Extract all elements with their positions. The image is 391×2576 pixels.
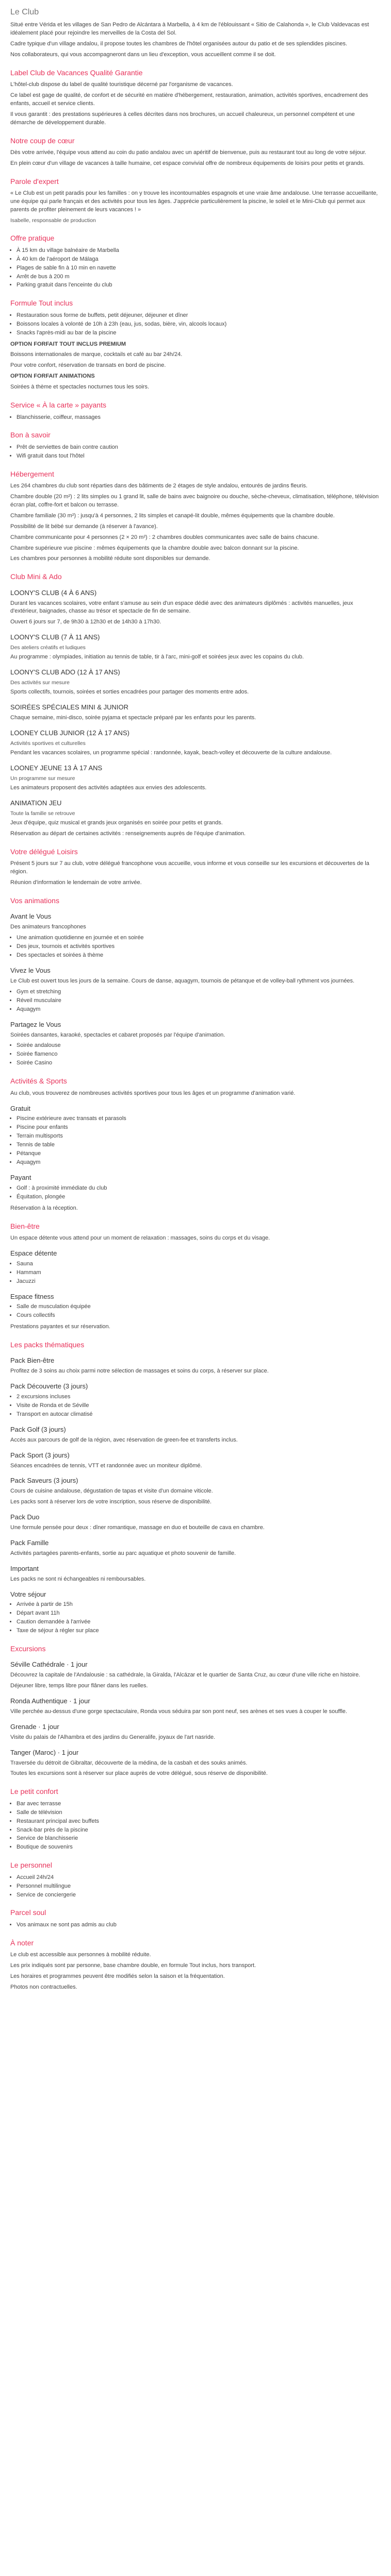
excursion-note: Toutes les excursions sont à réserver sur place auprès de votre délégué, sous réserve de disponibilité. (10, 1770, 268, 1777)
section-title-animaux: Parcel soul (10, 1908, 46, 1917)
club-block-subtitle: Des activités sur mesure (10, 680, 70, 686)
section-title-packs: Les packs thématiques (10, 1341, 85, 1349)
list-item: • Plages de sable fin à 10 min en navette (17, 264, 381, 273)
services-list (10, 414, 381, 422)
personnel-list (10, 1874, 381, 1900)
tout-inclus-list (10, 312, 381, 337)
intro-text: Nos collaborateurs, qui vous accompagneront dans un lieu d'exception, vous accueillent comme il se doit. (10, 52, 276, 58)
club-block-text: Sports collectifs, tournois, soirées et sorties encadrées pour partager des moments entre ados. (10, 689, 249, 696)
list-item: • Salle de télévision (17, 1809, 381, 1817)
label-text: Il vous garantit : des prestations supérieures à celles décrites dans nos brochures, un accueil chaleureux, un personnel compétent et une démarche de développement durable. (10, 111, 355, 126)
club-block-text: Chaque semaine, mini-disco, soirée pyjama et spectacle préparé par les enfants pour les parents. (10, 715, 256, 721)
pack-title: Pack Duo (10, 1513, 40, 1521)
animations-subtitle: Partagez le Vous (10, 1020, 61, 1028)
list-item: • Wifi gratuit dans tout l'hôtel (17, 452, 381, 461)
list-item: • Sauna (17, 1260, 381, 1268)
pack-title: Important (10, 1564, 39, 1572)
list-item: • Vos animaux ne sont pas admis au club (17, 1921, 381, 1929)
pack-title: Pack Saveurs (3 jours) (10, 1477, 78, 1485)
excursion-title: Ronda Authentique · 1 jour (10, 1697, 90, 1705)
animations-subtitle: Avant le Vous (10, 912, 52, 921)
hebergement-text: Chambre familiale (30 m²) : jusqu'à 4 personnes, 2 lits simples et canapé-lit double, mêmes équipements que la chambre double. (10, 512, 335, 519)
animations-list (10, 988, 381, 1014)
club-block-text: Les animateurs proposent des activités adaptées aux envies des adolescents. (10, 785, 207, 791)
list-item: • Prêt de serviettes de bain contre caution (17, 444, 381, 452)
pack-text: Accès aux parcours de golf de la région, avec réservation de green-fee et transferts inclus. (10, 1436, 238, 1443)
section-title-excursions: Excursions (10, 1645, 46, 1653)
a-noter-text: Les prix indiqués sont par personne, base chambre double, en formule Tout inclus, hors transport. (10, 1962, 256, 1969)
list-item: • Équitation, plongée (17, 1193, 381, 1201)
animations-text: Le Club est ouvert tous les jours de la semaine. Cours de danse, aquagym, tournois de pétanque et de volley-ball rythment vos journées. (10, 977, 355, 984)
list-item: • Piscine extérieure avec transats et parasols (17, 1115, 381, 1123)
hebergement-text: Chambre double (20 m²) : 2 lits simples ou 1 grand lit, salle de bains avec baignoire ou douche, sèche-cheveux, climatisation, téléphone, télévision écran plat, coffre-fort et balcon ou terrasse. (10, 493, 379, 508)
a-noter-text: Les horaires et programmes peuvent être modifiés selon la saison et la fréquentation. (10, 1973, 225, 1979)
section-title-a-noter: À noter (10, 1938, 34, 1947)
list-item: • Boissons locales à volonté de 10h à 23h (eau, jus, sodas, bière, vin, alcools locaux) (17, 320, 381, 329)
club-block-text: Pendant les vacances scolaires, un programme spécial : randonnée, kayak, beach-volley et découverte de la culture andalouse. (10, 750, 332, 756)
list-item: • Boutique de souvenirs (17, 1843, 381, 1852)
section-title-personnel: Le personnel (10, 1861, 52, 1870)
animations-text: Des animateurs francophones (10, 924, 86, 930)
list-item: • Des spectacles et soirées à thème (17, 952, 381, 960)
section-title-delegue: Votre délégué Loisirs (10, 848, 78, 856)
club-block-subtitle: Activités sportives et culturelles (10, 740, 86, 747)
animations-list (10, 934, 381, 960)
section-title-label: Label Club de Vacances Qualité Garantie (10, 68, 143, 77)
section-title-confort: Le petit confort (10, 1787, 58, 1796)
section-title-bien-etre: Bien-être (10, 1222, 40, 1230)
pack-text: Les packs ne sont ni échangeables ni remboursables. (10, 1575, 146, 1582)
list-item: • Hammam (17, 1269, 381, 1277)
bon-a-savoir-list (10, 444, 381, 461)
pack-list (10, 1393, 381, 1419)
hebergement-text: Possibilité de lit bébé sur demande (à réserver à l'avance). (10, 523, 158, 530)
list-item: • Service de blanchisserie (17, 1835, 381, 1843)
list-item: • Restauration sous forme de buffets, petit déjeuner, déjeuner et dîner (17, 312, 381, 320)
list-item: • Caution demandée à l'arrivée (17, 1618, 381, 1626)
list-item: • Piscine pour enfants (17, 1124, 381, 1132)
pack-title: Pack Bien-être (10, 1357, 55, 1365)
a-noter-text: Le club est accessible aux personnes à mobilité réduite. (10, 1951, 151, 1958)
club-block-title: LOONY'S CLUB (7 À 11 ANS) (10, 633, 100, 641)
excursion-text: Ville perchée au-dessus d'une gorge spectaculaire, Ronda vous séduira par son pont neuf, ses arènes et ses vues à couper le souffle. (10, 1708, 347, 1715)
club-block-text: Jeux d'équipe, quiz musical et grands jeux organisés en soirée pour petits et grands. (10, 820, 223, 826)
list-item: • Snack-bar près de la piscine (17, 1826, 381, 1835)
club-block-title: SOIRÉES SPÉCIALES MINI & JUNIOR (10, 703, 128, 711)
list-item: • Visite de Ronda et de Séville (17, 1402, 381, 1410)
pack-title: Pack Découverte (3 jours) (10, 1382, 88, 1391)
club-block-subtitle: Un programme sur mesure (10, 775, 75, 782)
sejour-list (10, 1601, 381, 1635)
bien-etre-note: Prestations payantes et sur réservation. (10, 1324, 110, 1330)
coup-de-coeur-text: Dès votre arrivée, l'équipe vous attend au coin du patio andalou avec un apéritif de bienvenue, puis au restaurant tout au long de votre séjour. (10, 149, 367, 156)
animations-list (10, 1042, 381, 1067)
bien-etre-subtitle: Espace fitness (10, 1292, 54, 1300)
list-item: • Service de conciergerie (17, 1891, 381, 1900)
club-block-text: Ouvert 6 jours sur 7, de 9h30 à 12h30 et de 14h30 à 17h30. (10, 619, 161, 625)
club-block-title: LOONEY CLUB JUNIOR (12 À 17 ANS) (10, 729, 129, 737)
bien-etre-text: Un espace détente vous attend pour un moment de relaxation : massages, soins du corps et du visage. (10, 1234, 270, 1241)
list-item: • Une animation quotidienne en journée et en soirée (17, 934, 381, 942)
club-block-subtitle: Des ateliers créatifs et ludiques (10, 645, 86, 651)
section-title-animations: Vos animations (10, 896, 59, 905)
coup-de-coeur-text: En plein cœur d'un village de vacances à taille humaine, cet espace convivial offre de nombreux équipements de loisirs pour petits et grands. (10, 160, 365, 167)
activites-list (10, 1115, 381, 1167)
parole-quote: « Le Club est un petit paradis pour les familles : on y trouve les incontournables espagnols et une vraie âme andalouse. Une terrasse accueillante, une équipe qui parle français et des activités pour tous les âges. J'apprécie particulièrement la piscine, le soleil et le Mini-Club qui permet aux parents de profiter pleinement de leurs vacances ! » (10, 190, 378, 213)
section-title-tout-inclus: Formule Tout inclus (10, 299, 73, 308)
list-item: • Bar avec terrasse (17, 1800, 381, 1808)
list-item: • Restaurant principal avec buffets (17, 1818, 381, 1826)
pack-text: Profitez de 3 soins au choix parmi notre sélection de massages et soins du corps, à réserver sur place. (10, 1368, 269, 1375)
list-item: • Aquagym (17, 1159, 381, 1167)
list-item: • Tennis de table (17, 1141, 381, 1149)
a-noter-text: Photos non contractuelles. (10, 1984, 77, 1990)
pack-title: Pack Golf (3 jours) (10, 1425, 66, 1433)
pack-title: Pack Sport (3 jours) (10, 1451, 70, 1459)
section-title-hebergement: Hébergement (10, 469, 54, 478)
club-block-text: Au programme : olympiades, initiation au tennis de table, tir à l'arc, mini-golf et soirées jeux avec les copains du club. (10, 654, 304, 660)
section-title-coup-de-coeur: Notre coup de cœur (10, 136, 75, 145)
hebergement-text: Les chambres pour personnes à mobilité réduite sont disponibles sur demande. (10, 555, 210, 562)
list-item: • Accueil 24h/24 (17, 1874, 381, 1882)
pack-text: Cours de cuisine andalouse, dégustation de tapas et visite d'un domaine viticole. (10, 1488, 213, 1495)
list-item: • Arrivée à partir de 15h (17, 1601, 381, 1609)
list-item: • Cours collectifs (17, 1312, 381, 1320)
label-text: Ce label est gage de qualité, de confort et de sécurité en matière d'hébergement, restauration, animation, activités sportives, encadrement des enfants, accueil et service clients. (10, 92, 368, 107)
club-block-title: LOONY'S CLUB (4 À 6 ANS) (10, 588, 97, 597)
parole-author: Isabelle, responsable de production (10, 217, 96, 224)
option-text: Boissons internationales de marque, cocktails et café au bar 24h/24. (10, 351, 183, 358)
list-item: • À 15 km du village balnéaire de Marbella (17, 247, 381, 255)
section-title-bon-a-savoir: Bon à savoir (10, 431, 51, 439)
list-item: • Transport en autocar climatisé (17, 1411, 381, 1419)
club-block-subtitle: Toute la famille se retrouve (10, 810, 75, 817)
club-block-title: LOONY'S CLUB ADO (12 À 17 ANS) (10, 668, 120, 676)
club-block-title: ANIMATION JEU (10, 799, 62, 807)
section-title-club: Le Club (10, 8, 39, 16)
list-item: • Soirée flamenco (17, 1050, 381, 1059)
list-item: • Réveil musculaire (17, 997, 381, 1005)
list-item: • Départ avant 11h (17, 1609, 381, 1618)
confort-list (10, 1800, 381, 1852)
option-title: OPTION FORFAIT TOUT INCLUS PREMIUM (10, 341, 126, 347)
excursion-title: Tanger (Maroc) · 1 jour (10, 1748, 79, 1756)
list-item: • Personnel multilingue (17, 1883, 381, 1891)
section-title-services: Service « À la carte » payants (10, 401, 106, 410)
excursion-text: Visite du palais de l'Alhambra et des jardins du Generalife, joyaux de l'art nasride. (10, 1734, 216, 1740)
list-item: • Golf : à proximité immédiate du club (17, 1184, 381, 1193)
animations-subtitle: Vivez le Vous (10, 967, 51, 975)
list-item: • Blanchisserie, coiffeur, massages (17, 414, 381, 422)
list-item: • 2 excursions incluses (17, 1393, 381, 1401)
label-text: L'hôtel-club dispose du label de qualité touristique décerné par l'organisme de vacances. (10, 81, 233, 88)
activites-text: Au club, vous trouverez de nombreuses activités sportives pour tous les âges et un programme d'animation varié. (10, 1090, 296, 1096)
section-title-activites: Activités & Sports (10, 1077, 67, 1086)
intro-text: Cadre typique d'un village andalou, il propose toutes les chambres de l'hôtel organisées autour du patio et de ses splendides piscines. (10, 41, 348, 47)
excursion-text: Découvrez la capitale de l'Andalousie : sa cathédrale, la Giralda, l'Alcázar et le quartier de Santa Cruz, au cœur d'une ville riche en histoire. (10, 1672, 361, 1679)
delegue-text: Présent 5 jours sur 7 au club, votre délégué francophone vous accueille, vous informe et vous conseille sur les excursions et découvertes de la région. (10, 860, 369, 875)
list-item: • Arrêt de bus à 200 m (17, 273, 381, 281)
option-text: Pour votre confort, réservation de transats en bord de piscine. (10, 362, 166, 369)
activites-subtitle: Payant (10, 1173, 31, 1181)
bien-etre-list (10, 1303, 381, 1320)
list-item: • Snacks l'après-midi au bar de la piscine (17, 329, 381, 337)
list-item: • Terrain multisports (17, 1132, 381, 1141)
animaux-list (10, 1921, 381, 1929)
list-item: • Parking gratuit dans l'enceinte du club (17, 281, 381, 290)
hebergement-text: Chambre communicante pour 4 personnes (2 × 20 m²) : 2 chambres doubles communicantes avec salle de bains chacune. (10, 534, 319, 540)
list-item: • Jacuzzi (17, 1278, 381, 1286)
pack-text: Une formule pensée pour deux : dîner romantique, massage en duo et bouteille de cava en chambre. (10, 1524, 265, 1531)
pack-note: Les packs sont à réserver lors de votre inscription, sous réserve de disponibilité. (10, 1499, 212, 1505)
club-block-title: LOONEY JEUNE 13 À 17 ANS (10, 764, 103, 772)
pack-title: Pack Famille (10, 1538, 49, 1547)
activites-subtitle: Gratuit (10, 1104, 31, 1112)
club-block-text: Durant les vacances scolaires, votre enfant s'amuse au sein d'un espace dédié avec des animateurs diplômés : activités manuelles, jeux d'extérieur, baignades, chasse au trésor et spectacle de fin de semaine. (10, 600, 353, 615)
excursion-text: Déjeuner libre, temps libre pour flâner dans les ruelles. (10, 1683, 148, 1689)
section-title-offre: Offre pratique (10, 234, 55, 243)
list-item: • Pétanque (17, 1150, 381, 1158)
list-item: • Aquagym (17, 1006, 381, 1014)
animations-text: Soirées dansantes, karaoké, spectacles et cabaret proposés par l'équipe d'animation. (10, 1031, 225, 1038)
section-title-club-mini: Club Mini & Ado (10, 572, 62, 581)
section-title-parole: Parole d'expert (10, 177, 59, 186)
bien-etre-list (10, 1260, 381, 1286)
hebergement-text: Chambre supérieure vue piscine : mêmes équipements que la chambre double avec balcon donnant sur la piscine. (10, 545, 299, 551)
excursion-title: Séville Cathédrale · 1 jour (10, 1660, 88, 1669)
list-item: • Soirée andalouse (17, 1042, 381, 1050)
list-item: • Des jeux, tournois et activités sportives (17, 943, 381, 951)
pack-text: Séances encadrées de tennis, VTT et randonnée avec un moniteur diplômé. (10, 1462, 202, 1469)
excursion-title: Grenade · 1 jour (10, 1722, 59, 1731)
offre-list (10, 247, 381, 290)
activites-note: Réservation à la réception. (10, 1205, 78, 1211)
intro-text: Situé entre Vérida et les villages de San Pedro de Alcántara à Marbella, à 4 km de l'éblouissant « Sitio de Calahonda », le Club Valdevacas est idéalement placé pour rejoindre les merveilles de la Costa del Sol. (10, 22, 369, 37)
list-item: • Salle de musculation équipée (17, 1303, 381, 1311)
bien-etre-subtitle: Espace détente (10, 1249, 57, 1257)
list-item: • Taxe de séjour à régler sur place (17, 1627, 381, 1635)
excursion-text: Traversée du détroit de Gibraltar, découverte de la médina, de la casbah et des souks animés. (10, 1759, 248, 1766)
pack-text: Activités partagées parents-enfants, sortie au parc aquatique et photo souvenir de famille. (10, 1550, 236, 1556)
pack-title: Votre séjour (10, 1590, 46, 1598)
list-item: • Soirée Casino (17, 1059, 381, 1067)
list-item: • À 40 km de l'aéroport de Málaga (17, 256, 381, 264)
option-text: Soirées à thème et spectacles nocturnes tous les soirs. (10, 384, 150, 391)
activites-list (10, 1184, 381, 1201)
list-item: • Gym et stretching (17, 988, 381, 996)
option-title: OPTION FORFAIT ANIMATIONS (10, 373, 95, 380)
hebergement-text: Les 264 chambres du club sont réparties dans des bâtiments de 2 étages de style andalou, entourés de jardins fleuris. (10, 482, 308, 489)
delegue-text: Réunion d'information le lendemain de votre arrivée. (10, 879, 142, 886)
club-note: Réservation au départ de certaines activités : renseignements auprès de l'équipe d'animation. (10, 831, 246, 837)
